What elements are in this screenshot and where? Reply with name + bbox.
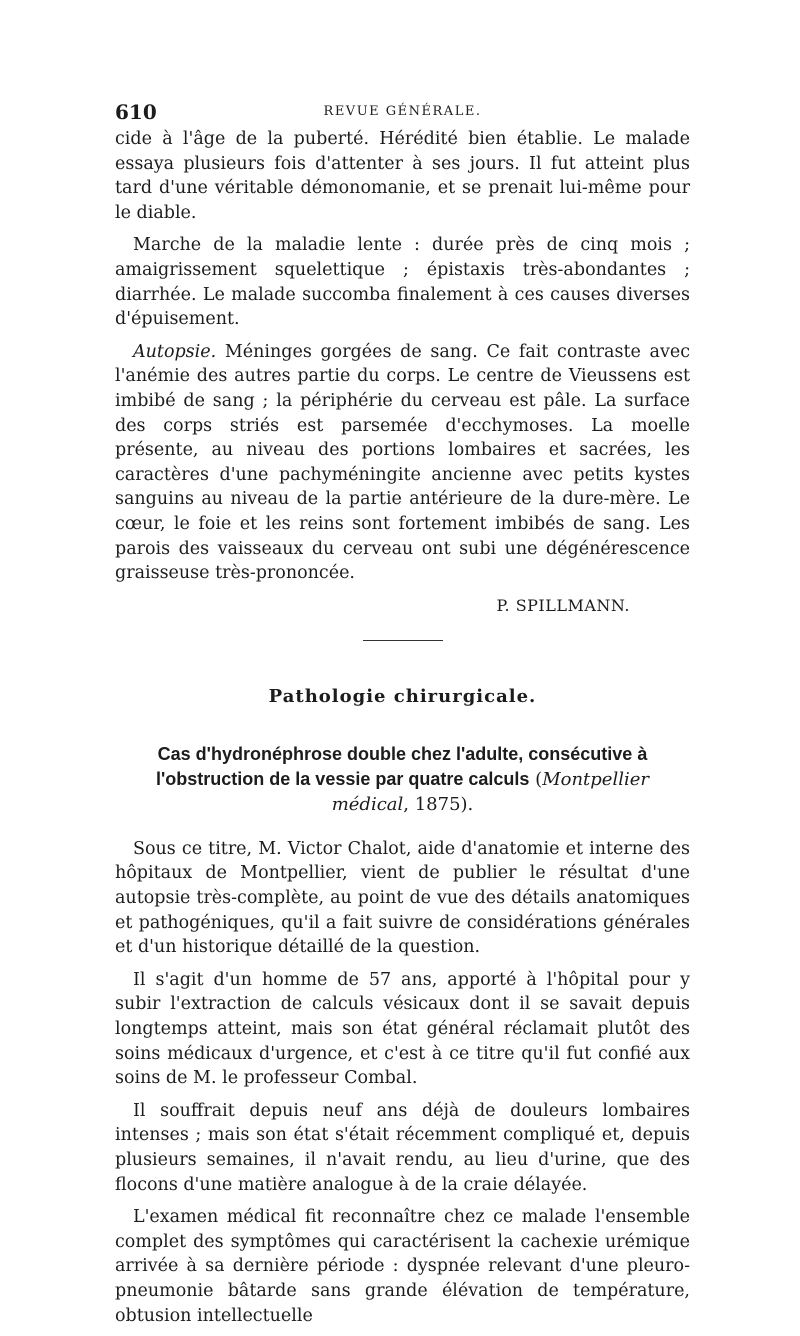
article-source-close: , 1875). <box>403 793 474 815</box>
author-signature: P. SPILLMANN. <box>496 595 630 615</box>
page-body <box>115 127 690 1336</box>
paragraph: Marche de la maladie lente : durée près de cinq mois ; amaigrissement squelettique ; épistaxis très-abondantes ; diarrhée. Le malade succomba finalement à ces causes diverses d'épuisement. <box>115 235 690 330</box>
section-title: Pathologie chirurgicale. <box>268 686 537 708</box>
paragraph: L'examen médical fit reconnaître chez ce malade l'ensemble complet des symptômes qui caractérisent la cachexie urémique arrivée à sa dernière période : dyspnée relevant d'une pleuro-pneumonie bâtarde sans grande élévation de température, obtusion intellectuelle <box>115 1207 690 1326</box>
paragraph: Il s'agit d'un homme de 57 ans, apporté à l'hôpital pour y subir l'extraction de calculs vésicaux dont il se savait depuis longtemps atteint, mais son état général réclamait plutôt des soins médicaux d'urgence, et c'est à ce titre qu'il fut confié aux soins de M. le professeur Combal. <box>115 969 690 1089</box>
page-header <box>115 100 690 126</box>
page-number: 610 <box>115 100 157 124</box>
paragraph: Sous ce titre, M. Victor Chalot, aide d'anatomie et interne des hôpitaux de Montpellier, vient de publier le résultat d'une autopsie très-complète, au point de vue des détails anatomiques et pathogéniques, qu'il a fait suivre de considérations générales et d'un historique détaillé de la question. <box>115 838 690 958</box>
section-divider <box>363 640 443 641</box>
autopsy-paragraph <box>115 340 690 586</box>
autopsy-label: Autopsie. <box>133 341 217 362</box>
paragraph: cide à l'âge de la puberté. Hérédité bien établie. Le malade essaya plusieurs fois d'attenter à ses jours. Il fut atteint plus tard d'une véritable démonomanie, et se prenait lui-même pour le diable. <box>115 129 690 223</box>
article-title <box>115 742 690 817</box>
article-source-publication: Montpellier médical <box>331 768 649 815</box>
running-head: REVUE GÉNÉRALE. <box>323 104 482 119</box>
autopsy-text: Méninges gorgées de sang. Ce fait contraste avec l'anémie des autres partie du corps. Le centre de Vieussens est imbibé de sang ; la périphérie du cerveau est pâle. La surface des corps striés est parsemée d'ecchymoses. La moelle présente, au niveau des portions lombaires et sacrées, les caractères d'une pachyméningite ancienne avec petits kystes sanguins au niveau de la partie antérieure de la dure-mère. Le cœur, le foie et les reins sont fortement imbibés de sang. Les parois des vaisseaux du cerveau ont subi une dégénérescence graisseuse très-prononcée. <box>115 341 690 584</box>
article-title-text: Cas d'hydronéphrose double chez l'adulte, consécutive à l'obstruction de la vessie par quatre calculs <box>156 743 648 789</box>
paragraph: Il souffrait depuis neuf ans déjà de douleurs lombaires intenses ; mais son état s'était récemment compliqué et, depuis plusieurs semaines, il n'avait rendu, au lieu d'urine, que des flocons d'une matière analogue à de la craie délayée. <box>115 1100 690 1195</box>
article-source-open: ( <box>529 768 543 790</box>
